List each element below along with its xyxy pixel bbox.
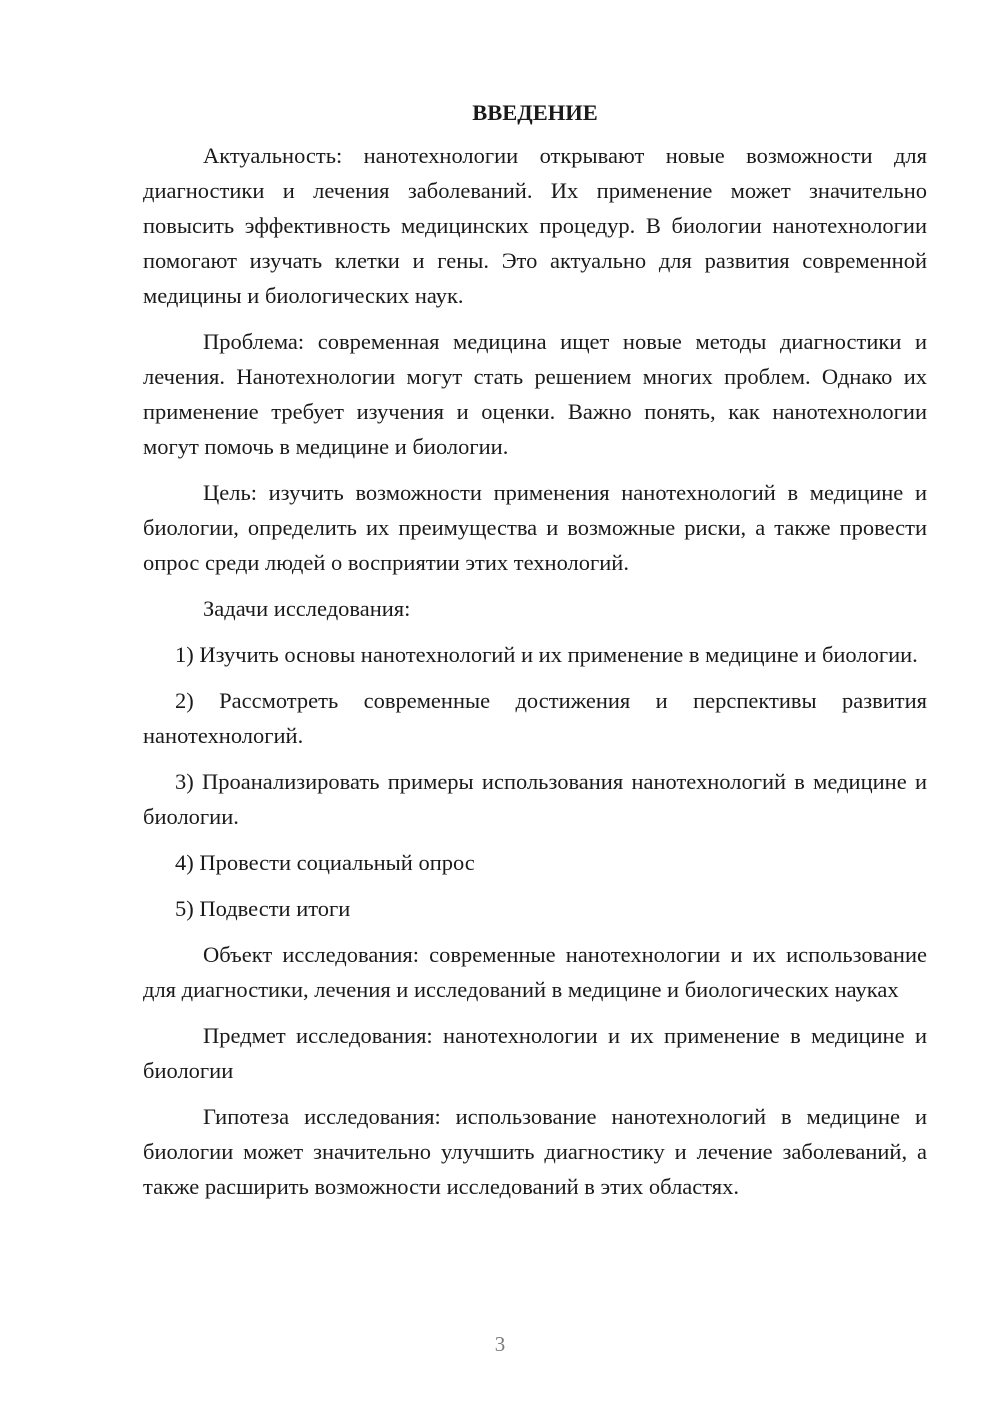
paragraph-tasks-title: Задачи исследования: <box>203 596 411 621</box>
page-number: 3 <box>494 1332 506 1356</box>
paragraph-object: Объект исследования: современные нанотехнологии и их использование для диагностики, лечения и исследований в медицине и биологических науках <box>143 942 927 1002</box>
section-heading: ВВЕДЕНИЕ <box>472 100 598 125</box>
paragraph-subject: Предмет исследования: нанотехнологии и их применение в медицине и биологии <box>143 1023 927 1083</box>
task-item-5: 5) Подвести итоги <box>175 896 351 921</box>
task-item-1: 1) Изучить основы нанотехнологий и их применение в медицине и биологии. <box>175 642 918 667</box>
task-item-4: 4) Провести социальный опрос <box>175 850 475 875</box>
task-item-3: 3) Проанализировать примеры использования нанотехнологий в медицине и биологии. <box>143 769 927 829</box>
page-content <box>143 95 927 1215</box>
paragraph-relevance: Актуальность: нанотехнологии открывают новые возможности для диагностики и лечения заболеваний. Их применение может значительно повысить эффективность медицинских процедур. В биологии нанотехнологии помогают изучать клетки и гены. Это актуально для развития современной медицины и биологических наук. <box>143 143 927 308</box>
paragraph-problem: Проблема: современная медицина ищет новые методы диагностики и лечения. Нанотехнологии могут стать решением многих проблем. Однако их применение требует изучения и оценки. Важно понять, как нанотехнологии могут помочь в медицине и биологии. <box>143 329 927 459</box>
task-item-2: 2) Рассмотреть современные достижения и перспективы развития нанотехнологий. <box>143 688 927 748</box>
paragraph-goal: Цель: изучить возможности применения нанотехнологий в медицине и биологии, определить их преимущества и возможные риски, а также провести опрос среди людей о восприятии этих технологий. <box>143 480 927 575</box>
paragraph-hypothesis: Гипотеза исследования: использование нанотехнологий в медицине и биологии может значительно улучшить диагностику и лечение заболеваний, а также расширить возможности исследований в этих областях. <box>143 1104 927 1199</box>
